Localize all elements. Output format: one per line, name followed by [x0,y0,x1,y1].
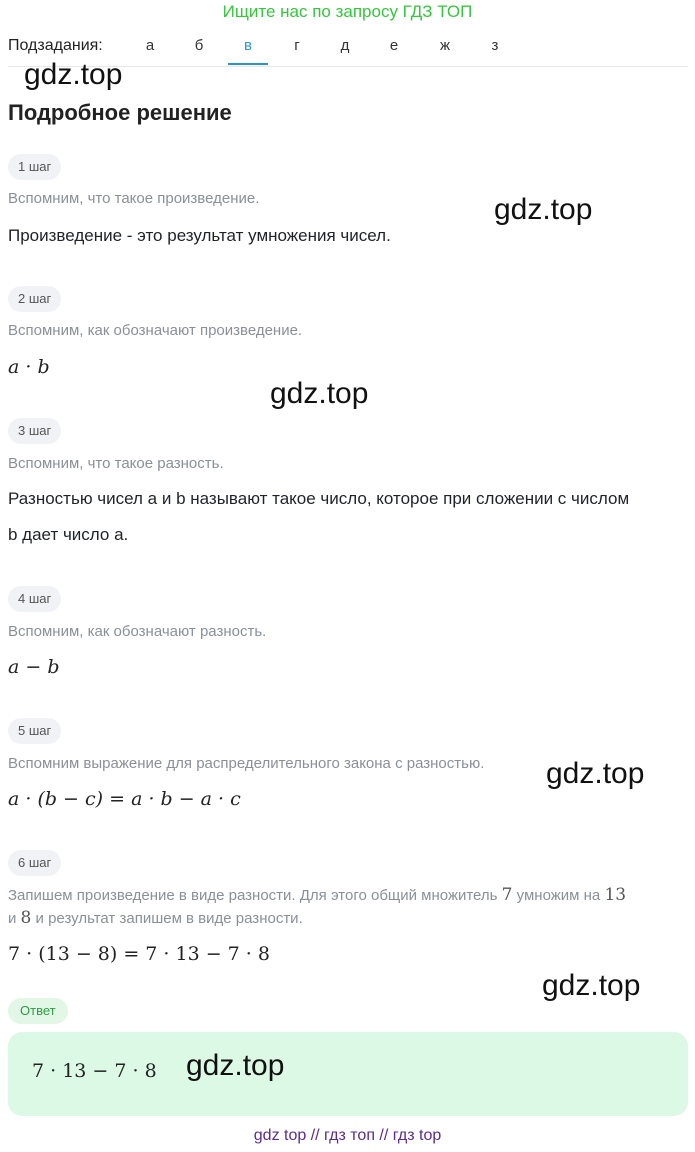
answer-formula: 7 · 13 − 7 · 8 [32,1060,157,1082]
subtasks-label: Подзадания: [8,37,103,54]
step-hint: Вспомним выражение для распределительного закона с разностью. [8,755,485,772]
step-formula: a · b [8,356,50,378]
step-badge: 4 шаг [8,586,61,612]
tab-b[interactable]: б [194,37,204,54]
step-badge: 6 шаг [8,850,61,876]
watermark: gdz.top [270,377,369,410]
step-hint: Запишем произведение в виде разности. Для этого общий множитель 7 умножим на 13 [8,885,627,905]
step-badge: 1 шаг [8,154,61,180]
tab-d[interactable]: д [340,37,350,54]
watermark: gdz.top [24,58,123,91]
step-hint: и 8 и результат запишем в виде разности. [8,908,303,928]
step-formula: 7 · (13 − 8) = 7 · 13 − 7 · 8 [8,943,270,965]
step-hint: Вспомним, как обозначают разность. [8,623,267,640]
step-badge: 2 шаг [8,286,61,312]
step-text-line: Разностью чисел a и b называют такое число, которое при сложении с числом [8,489,630,508]
tab-v[interactable]: в [244,37,252,54]
tab-zh[interactable]: ж [439,37,451,54]
watermark: gdz.top [494,193,593,226]
tab-g[interactable]: г [294,37,300,54]
watermark: gdz.top [186,1049,285,1082]
step-formula: a − b [8,656,60,678]
footer-links[interactable]: gdz top // гдз топ // гдз top [253,1127,442,1144]
step-hint: Вспомним, как обозначают произведение. [8,322,303,339]
step-badge: 3 шаг [8,418,61,444]
watermark: gdz.top [546,757,645,790]
tab-a[interactable]: а [145,37,155,54]
watermark: gdz.top [542,969,641,1002]
step-text: Произведение - это результат умножения чисел. [8,226,391,245]
search-banner: Ищите нас по запросу ГДЗ ТОП [222,2,473,21]
step-formula: a · (b − c) = a · b − a · c [8,788,241,810]
tab-z[interactable]: з [491,37,499,54]
active-tab-indicator [228,63,268,65]
step-text-line: b дает число a. [8,525,129,544]
section-title: Подробное решение [8,100,232,125]
step-hint: Вспомним, что такое разность. [8,455,224,472]
tab-e[interactable]: е [389,37,399,54]
answer-box [8,1032,688,1116]
answer-badge: Ответ [8,998,68,1024]
step-hint: Вспомним, что такое произведение. [8,190,260,207]
step-badge: 5 шаг [8,718,61,744]
